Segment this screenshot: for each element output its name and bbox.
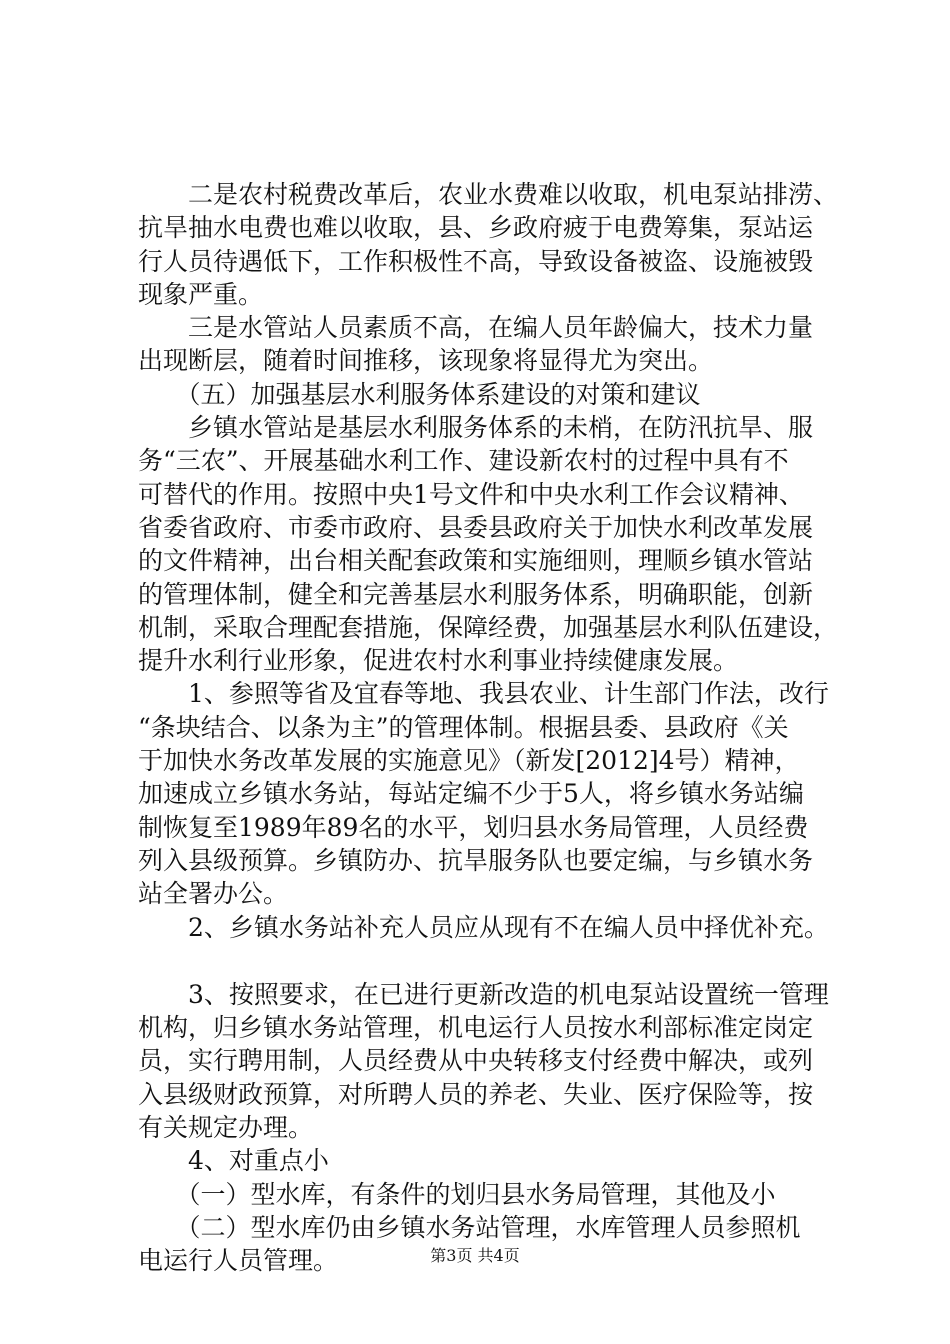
text-line: 列入县级预算。乡镇防办、抗旱服务队也要定编，与乡镇水务	[138, 845, 814, 875]
text-line: 3、按照要求，在已进行更新改造的机电泵站设置统一管理	[138, 979, 829, 1009]
text-line: 现象严重。	[138, 279, 264, 309]
text-line: 可替代的作用。按照中央1号文件和中央水利工作会议精神、	[138, 479, 804, 509]
text-line: （一）型水库，有条件的划归县水务局管理，其他及小	[138, 1179, 776, 1209]
text-line: 出现断层，随着时间推移，该现象将显得尤为突出。	[138, 346, 714, 376]
text-line: 抗旱抽水电费也难以收取，县、乡政府疲于电费筹集，泵站运	[138, 213, 814, 243]
text-line: 的管理体制，健全和完善基层水利服务体系，明确职能，创新	[138, 579, 814, 609]
text-line: 乡镇水管站是基层水利服务体系的未梢，在防汛抗旱、服	[138, 413, 814, 443]
text-line: 机制，采取合理配套措施，保障经费，加强基层水利队伍建设，	[138, 612, 839, 642]
text-line: 入县级财政预算，对所聘人员的养老、失业、医疗保险等，按	[138, 1079, 814, 1109]
text-line: 1、参照等省及宜春等地、我县农业、计生部门作法，改行	[138, 679, 829, 709]
text-line: 4、对重点小	[138, 1146, 329, 1176]
text-line	[138, 944, 838, 978]
text-line: 的文件精神，出台相关配套政策和实施细则，理顺乡镇水管站	[138, 546, 814, 576]
text-line: 提升水利行业形象，促进农村水利事业持续健康发展。	[138, 646, 739, 676]
text-line: 行人员待遇低下，工作积极性不高，导致设备被盗、设施被毁	[138, 246, 814, 276]
text-line: 省委省政府、市委市政府、县委县政府关于加快水利改革发展	[138, 512, 814, 542]
text-line: 站全署办公。	[138, 879, 289, 909]
page-footer: 第3页 共4页	[430, 1246, 520, 1265]
text-line: （二）型水库仍由乡镇水务站管理，水库管理人员参照机	[138, 1212, 801, 1242]
text-line: 于加快水务改革发展的实施意见》（新发[2012]4号）精神，	[138, 746, 800, 776]
text-line: 务“三农”、开展基础水利工作、建设新农村的过程中具有不	[138, 446, 789, 476]
text-line: （五）加强基层水利服务体系建设的对策和建议	[138, 379, 701, 409]
text-line: 制恢复至1989年89名的水平，划归县水务局管理，人员经费	[138, 812, 809, 842]
text-line: 二是农村税费改革后，农业水费难以收取，机电泵站排涝、	[138, 180, 839, 209]
text-line: 三是水管站人员素质不高，在编人员年龄偏大，技术力量	[138, 313, 814, 343]
text-line: 员，实行聘用制，人员经费从中央转移支付经费中解决，或列	[138, 1046, 814, 1076]
text-line: 有关规定办理。	[138, 1113, 314, 1143]
text-line: “条块结合、以条为主”的管理体制。根据县委、县政府《关	[138, 712, 789, 742]
text-line: 机构，归乡镇水务站管理，机电运行人员按水利部标准定岗定	[138, 1013, 814, 1043]
text-line: 2、乡镇水务站补充人员应从现有不在编人员中择优补充。	[138, 912, 829, 942]
text-line: 电运行人员管理。	[138, 1246, 339, 1276]
text-line: 加速成立乡镇水务站，每站定编不少于5人，将乡镇水务站编	[138, 779, 804, 809]
document-body	[138, 178, 838, 1278]
